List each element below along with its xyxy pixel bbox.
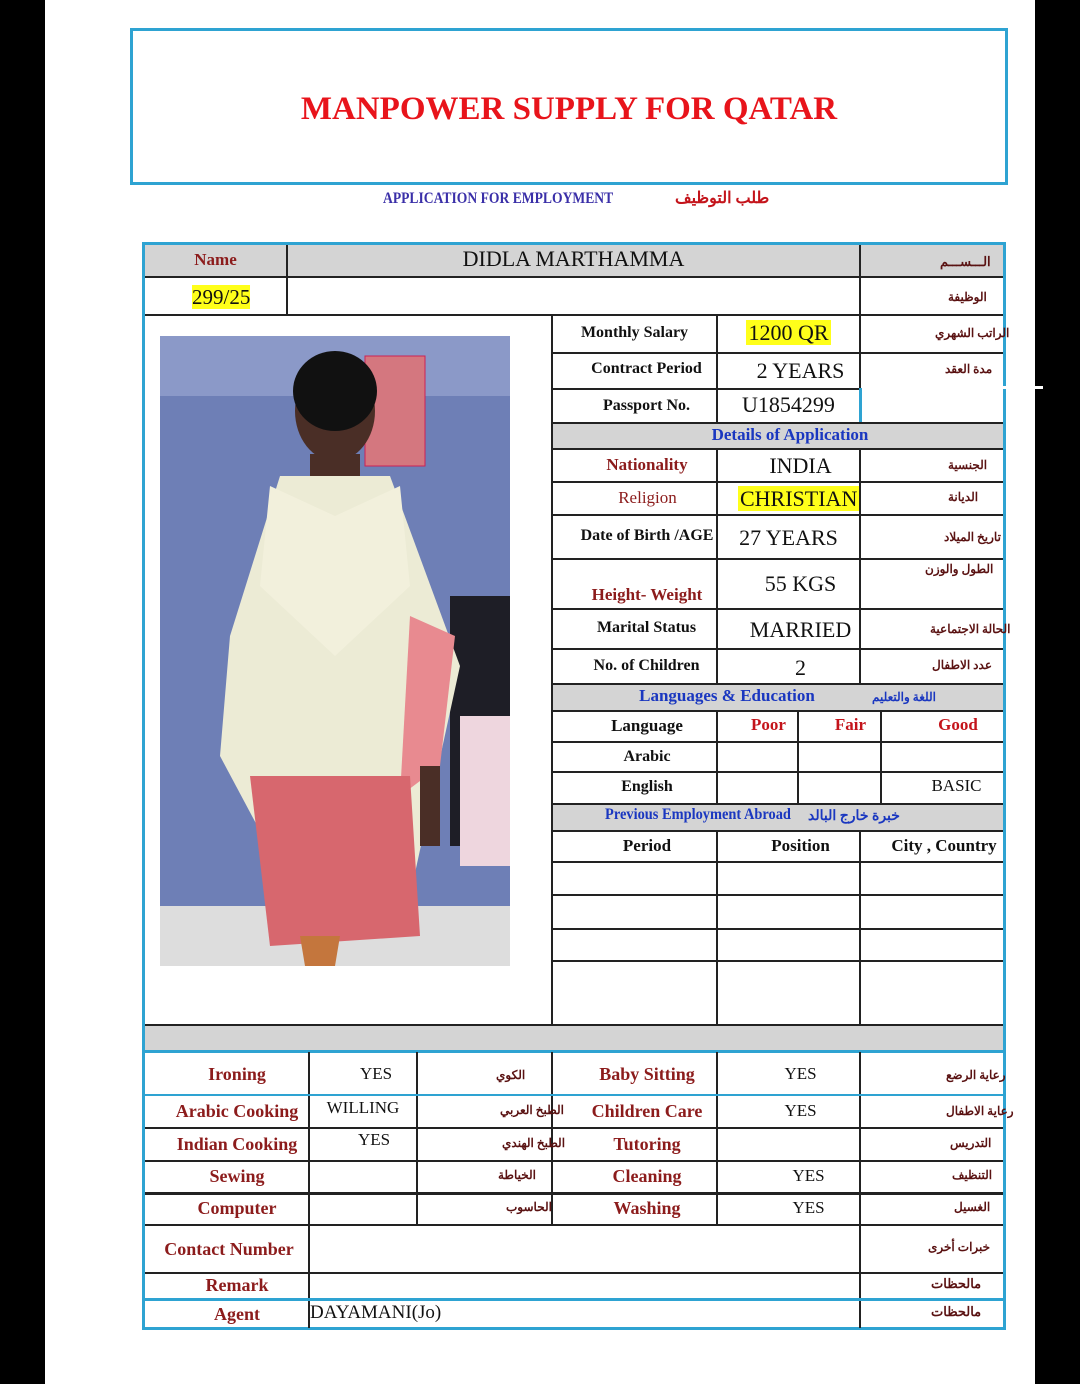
- period-column-header: Period: [622, 836, 672, 855]
- monthly-salary-label: Monthly Salary: [580, 324, 689, 341]
- marital-status-label: Marital Status: [596, 619, 697, 636]
- good-column-header: Good: [938, 715, 978, 734]
- english-good-value: BASIC: [931, 776, 982, 795]
- marital-status-value: MARRIED: [749, 617, 852, 642]
- skill-indian-cooking-arabic: الطبخ الهندي: [502, 1136, 566, 1150]
- languages-section-title: Languages & Education: [639, 686, 815, 705]
- name-label: Name: [194, 250, 237, 269]
- children-arabic: عدد الاطفال: [932, 658, 992, 672]
- children-value: 2: [795, 655, 806, 680]
- skill-children-care-arabic: رعاية الاطفال: [946, 1104, 1014, 1118]
- employment-section-arabic: خبرة خارج البالد: [808, 809, 900, 824]
- skill-tutoring-label: Tutoring: [613, 1134, 681, 1154]
- city-country-column-header: City , Country: [891, 836, 997, 855]
- skill-arabic-cooking-value: WILLING: [326, 1098, 400, 1117]
- reference-number: 299/25: [192, 285, 251, 309]
- agent-value: DAYAMANI(Jo): [310, 1302, 442, 1323]
- skill-sewing-arabic: الخياطة: [498, 1168, 536, 1182]
- languages-section-arabic: اللغة والتعليم: [872, 690, 936, 704]
- document-subtitle-arabic: طلب التوظيف: [675, 190, 770, 207]
- document-title: MANPOWER SUPPLY FOR QATAR: [300, 91, 838, 127]
- language-row-english: English: [621, 778, 673, 795]
- poor-column-header: Poor: [751, 715, 786, 734]
- name-arabic: الـــســـم: [940, 254, 991, 269]
- skill-cleaning-value: YES: [792, 1166, 825, 1185]
- fair-column-header: Fair: [834, 715, 867, 734]
- contract-period-label: Contract Period: [591, 360, 702, 377]
- dob-arabic: تاريخ الميلاد: [944, 530, 1001, 544]
- skill-ironing-label: Ironing: [208, 1064, 266, 1084]
- agent-label: Agent: [214, 1304, 260, 1324]
- contract-period-arabic: مدة العقد: [945, 362, 993, 376]
- position-column-header: Position: [771, 836, 830, 855]
- remark-label: Remark: [205, 1275, 269, 1295]
- nationality-arabic: الجنسية: [948, 458, 988, 472]
- name-value: DIDLA MARTHAMMA: [462, 246, 685, 271]
- skill-cleaning-label: Cleaning: [612, 1166, 682, 1186]
- religion-arabic: الديانة: [948, 490, 979, 504]
- dob-value: 27 YEARS: [739, 525, 838, 550]
- height-weight-value: 55 KGS: [764, 571, 837, 596]
- document-subtitle: APPLICATION FOR EMPLOYMENT: [383, 190, 614, 207]
- contact-number-label: Contact Number: [164, 1239, 294, 1259]
- skills-divider-bg: [145, 1026, 1003, 1050]
- height-weight-label: Height- Weight: [591, 585, 703, 604]
- religion-label: Religion: [618, 488, 677, 507]
- details-section-title: Details of Application: [711, 425, 869, 444]
- nationality-label: Nationality: [606, 455, 688, 474]
- monthly-salary-value: 1200 QR: [748, 320, 829, 345]
- header-box: [130, 28, 1008, 185]
- height-weight-arabic: الطول والوزن: [925, 562, 994, 576]
- contact-number-arabic: خبرات أخرى: [928, 1240, 991, 1254]
- agent-arabic: مالحظات: [931, 1304, 982, 1319]
- remark-arabic: مالحظات: [931, 1276, 982, 1291]
- skill-indian-cooking-label: Indian Cooking: [176, 1134, 298, 1154]
- skill-cleaning-arabic: التنظيف: [952, 1168, 993, 1182]
- passport-label: Passport No.: [602, 397, 691, 414]
- applicant-photo: [160, 336, 510, 966]
- language-row-arabic: Arabic: [623, 748, 671, 765]
- skill-ironing-arabic: الكوي: [496, 1068, 526, 1082]
- skill-arabic-cooking-arabic: الطبخ العربي: [500, 1103, 564, 1117]
- skill-tutoring-arabic: التدريس: [950, 1136, 992, 1150]
- skill-washing-label: Washing: [613, 1198, 681, 1218]
- skill-washing-value: YES: [792, 1198, 825, 1217]
- marital-status-arabic: الحالة الاجتماعية: [930, 622, 1011, 636]
- monthly-salary-arabic: الراتب الشهري: [935, 326, 1010, 340]
- skill-computer-arabic: الحاسوب: [506, 1200, 552, 1214]
- passport-value: U1854299: [742, 392, 835, 417]
- skill-ironing-value: YES: [359, 1064, 393, 1083]
- skill-arabic-cooking-label: Arabic Cooking: [175, 1101, 299, 1121]
- skill-baby-sitting-value: YES: [784, 1064, 817, 1083]
- skill-baby-sitting-arabic: رعاية الرضع: [946, 1068, 1006, 1082]
- reference-arabic: الوظيفة: [948, 290, 987, 304]
- employment-section-title: Previous Employment Abroad: [605, 806, 791, 823]
- skill-sewing-label: Sewing: [209, 1166, 265, 1186]
- nationality-value: INDIA: [769, 453, 832, 478]
- skill-computer-label: Computer: [197, 1198, 277, 1218]
- children-label: No. of Children: [593, 657, 700, 674]
- skill-washing-arabic: الغسيل: [954, 1200, 991, 1214]
- contract-period-value: 2 YEARS: [756, 358, 845, 383]
- language-column-header: Language: [611, 716, 683, 735]
- dob-label: Date of Birth /AGE: [580, 527, 714, 544]
- religion-value: CHRISTIAN: [740, 486, 858, 511]
- skill-indian-cooking-value: YES: [357, 1130, 391, 1149]
- skill-baby-sitting-label: Baby Sitting: [599, 1064, 695, 1084]
- skill-children-care-label: Children Care: [591, 1101, 703, 1121]
- skill-children-care-value: YES: [784, 1101, 817, 1120]
